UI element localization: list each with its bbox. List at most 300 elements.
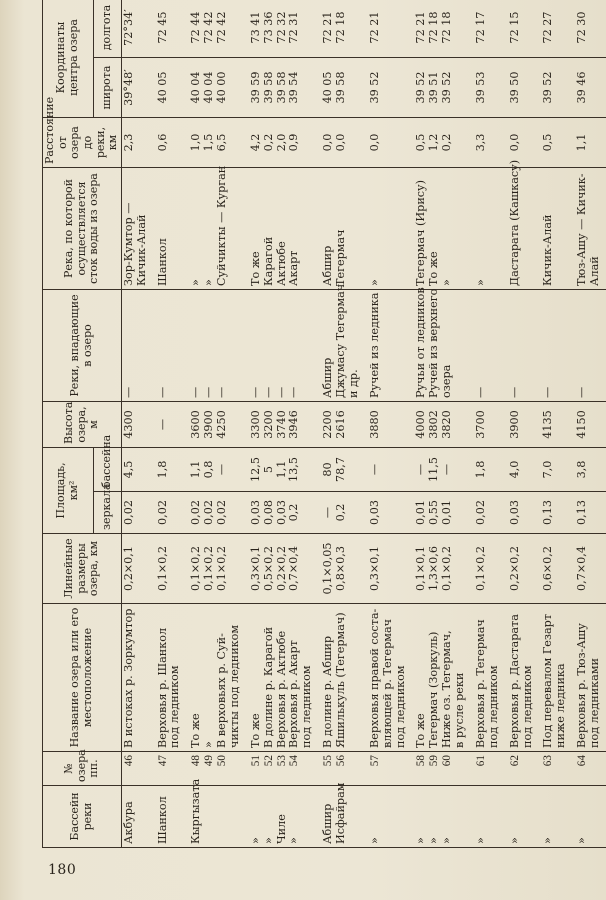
- table-row: [508, 0, 542, 848]
- cell-line: 0,2: [261, 133, 275, 152]
- cell-lake-no: [508, 752, 542, 786]
- cell-line: —: [155, 418, 169, 431]
- table-row: [541, 0, 575, 848]
- cell-latitude: [368, 58, 415, 118]
- cell-inflow: [474, 290, 508, 402]
- rotated-table-container: [42, 0, 602, 848]
- cell-line: 0,0: [321, 133, 335, 152]
- cell-line: —: [287, 386, 301, 398]
- header-latitude: широта: [93, 58, 121, 118]
- cell-line: ниже ледника: [554, 663, 568, 748]
- cell-line: 39 53: [473, 71, 487, 104]
- cell-line: 4,5: [121, 460, 135, 479]
- cell-distance: [541, 118, 575, 168]
- cell-line: 72 21: [321, 11, 335, 44]
- cell-line: »: [414, 837, 428, 844]
- cell-height: [321, 402, 368, 448]
- cell-line: 0,2: [334, 503, 348, 522]
- table-row: [321, 0, 368, 848]
- cell-latitude: [121, 58, 155, 118]
- cell-line: 1,1: [274, 460, 288, 479]
- cell-line: 39 51: [427, 71, 441, 104]
- cell-line: »: [575, 837, 589, 844]
- cell-outflow: [249, 168, 321, 290]
- cell-line: 1,1: [189, 460, 203, 479]
- cell-line: 0,1×0,2: [155, 546, 169, 591]
- table-row: [575, 0, 606, 848]
- cell-line: 52: [262, 755, 275, 767]
- cell-line: озера: [440, 364, 454, 398]
- cell-line: Акарт: [287, 250, 301, 286]
- cell-line: 72 15: [507, 11, 521, 44]
- cell-area-mirror: [156, 492, 190, 534]
- cell-line: 56: [335, 755, 348, 767]
- cell-line: Верховья р. Шанкол: [155, 627, 169, 748]
- cell-latitude: [249, 58, 321, 118]
- cell-line: 39 52: [440, 71, 454, 104]
- cell-line: 0,55: [427, 500, 441, 525]
- cell-line: Зор-Кумтор —: [121, 202, 135, 286]
- cell-inflow: [575, 290, 606, 402]
- cell-longitude: [541, 0, 575, 58]
- cell-line: Дастарата (Кашкасу): [507, 159, 521, 286]
- cell-height: [368, 402, 415, 448]
- cell-line: —: [261, 386, 275, 398]
- cell-line: 39 52: [541, 71, 555, 104]
- cell-line: 62: [508, 755, 521, 767]
- cell-line: 72 42: [202, 11, 216, 44]
- cell-lake-no: [121, 752, 155, 786]
- cell-line: 0,7×0,4: [575, 546, 589, 591]
- cell-line: 0,02: [189, 500, 203, 525]
- cell-line: 12,5: [248, 457, 262, 482]
- cell-inflow: [508, 290, 542, 402]
- cell-outflow: [541, 168, 575, 290]
- cell-area-mirror: [368, 492, 415, 534]
- cell-line: 0,6: [155, 133, 169, 152]
- cell-distance: [249, 118, 321, 168]
- cell-line: 72 27: [541, 11, 555, 44]
- cell-line: Акбура: [121, 801, 135, 844]
- cell-line: —: [248, 386, 262, 398]
- cell-line: 1,1: [575, 133, 589, 152]
- cell-line: 3,8: [575, 460, 589, 479]
- cell-line: 3700: [473, 410, 487, 439]
- cell-line: 4300: [121, 410, 135, 439]
- lakes-table: [42, 0, 606, 848]
- cell-line: 72 32: [274, 11, 288, 44]
- cell-line: Джумасу Тегермач: [334, 283, 348, 398]
- header-area-mirror: зеркала: [93, 492, 121, 534]
- cell-line: 3820: [440, 410, 454, 439]
- cell-line: под ледником: [168, 665, 182, 748]
- cell-line: 40 05: [155, 71, 169, 104]
- cell-line: Актюбе: [274, 241, 288, 286]
- cell-line: 0,02: [473, 500, 487, 525]
- cell-line: 0,1×0,2: [473, 546, 487, 591]
- cell-line: 11,5: [427, 457, 441, 482]
- cell-line: 73 36: [261, 11, 275, 44]
- cell-line: Карагой: [261, 236, 275, 286]
- cell-line: »: [541, 837, 555, 844]
- cell-inflow: [321, 283, 368, 402]
- cell-line: То же: [248, 251, 262, 286]
- cell-line: 0,6×0,2: [541, 546, 555, 591]
- cell-name: [541, 604, 575, 752]
- cell-area-mirror: [508, 492, 542, 534]
- cell-line: »: [202, 741, 216, 748]
- cell-line: Тюз-Ашу — Кичик-: [575, 173, 589, 286]
- table-row: [121, 0, 155, 848]
- cell-line: »: [427, 837, 441, 844]
- header-distance: Расстояние от озера до реки, км: [43, 118, 122, 168]
- cell-line: То же: [248, 713, 262, 748]
- cell-line: —: [507, 386, 521, 398]
- cell-latitude: [575, 58, 606, 118]
- cell-line: 0,02: [202, 500, 216, 525]
- cell-distance: [414, 118, 474, 168]
- cell-line: 3900: [202, 410, 216, 439]
- cell-area-basin: [508, 448, 542, 492]
- cell-line: Кичик-Алай: [541, 214, 555, 286]
- cell-area-basin: [121, 448, 155, 492]
- cell-line: и др.: [346, 369, 360, 398]
- cell-line: —: [575, 386, 589, 398]
- cell-line: Верховья р. Дастарата: [507, 614, 521, 748]
- cell-lake-no: [368, 752, 415, 786]
- cell-line: В долине р. Карагой: [261, 626, 275, 748]
- cell-line: 0,5×0,2: [261, 546, 275, 591]
- cell-height: [575, 402, 606, 448]
- table-row: [474, 0, 508, 848]
- cell-line: 0,01: [440, 500, 454, 525]
- cell-line: 7,0: [541, 460, 555, 479]
- cell-linear-size: [575, 534, 606, 604]
- cell-line: 39 54: [287, 71, 301, 104]
- cell-distance: [121, 118, 155, 168]
- cell-line: Яшилькуль (Тегермач): [334, 612, 348, 748]
- cell-basin: [121, 786, 155, 848]
- cell-linear-size: [121, 534, 155, 604]
- cell-lake-no: [414, 752, 474, 786]
- cell-line: —: [274, 386, 288, 398]
- cell-line: 1,2: [427, 133, 441, 152]
- cell-line: 3,3: [473, 133, 487, 152]
- cell-line: 1,3×0,6: [427, 546, 441, 591]
- cell-line: 46: [122, 755, 135, 767]
- cell-outflow: [414, 168, 474, 290]
- cell-line: 64: [576, 755, 589, 767]
- cell-inflow: [414, 287, 474, 402]
- cell-height: [249, 402, 321, 448]
- cell-line: 73 41: [248, 11, 262, 44]
- cell-line: вляющей р. Тегермач: [380, 618, 394, 748]
- cell-line: 4,0: [507, 460, 521, 479]
- cell-linear-size: [189, 534, 249, 604]
- cell-line: 0,5: [414, 133, 428, 152]
- cell-line: »: [473, 837, 487, 844]
- cell-line: »: [261, 837, 275, 844]
- cell-line: В истоках р. Зоркумтор: [121, 608, 135, 748]
- cell-line: 72 31: [287, 11, 301, 44]
- cell-longitude: [321, 0, 368, 58]
- cell-longitude: [121, 0, 155, 58]
- cell-line: под ледниками: [588, 658, 602, 748]
- cell-line: 0,08: [261, 500, 275, 525]
- cell-latitude: [474, 58, 508, 118]
- cell-distance: [321, 118, 368, 168]
- cell-line: 72 45: [155, 11, 169, 44]
- cell-line: Тегермач: [334, 229, 348, 286]
- cell-line: 0,03: [274, 500, 288, 525]
- cell-line: »: [287, 837, 301, 844]
- cell-line: под ледником: [393, 665, 407, 748]
- cell-line: Тегермач (Зоркуль): [427, 631, 441, 748]
- cell-line: 0,02: [121, 500, 135, 525]
- cell-line: 0,5: [541, 133, 555, 152]
- cell-area-mirror: [189, 492, 249, 534]
- cell-lake-no: [321, 752, 368, 786]
- cell-basin: [249, 786, 321, 848]
- cell-name: [189, 604, 249, 752]
- cell-line: 0,1×0,2: [189, 546, 203, 591]
- header-area-basin: бассейна: [93, 448, 121, 492]
- cell-line: Верховья р. Акарт: [287, 640, 301, 748]
- cell-line: »: [248, 837, 262, 844]
- cell-line: —: [189, 386, 203, 398]
- cell-area-mirror: [249, 492, 321, 534]
- page-number: 180: [48, 862, 77, 878]
- cell-area-mirror: [474, 492, 508, 534]
- cell-line: 4135: [541, 410, 555, 439]
- cell-height: [508, 402, 542, 448]
- cell-distance: [156, 118, 190, 168]
- cell-line: 1,8: [155, 460, 169, 479]
- cell-line: 60: [441, 755, 454, 767]
- cell-line: 3880: [367, 410, 381, 439]
- header-inflow: Реки, впадающие в озеро: [43, 290, 122, 402]
- cell-outflow: [507, 159, 542, 290]
- cell-outflow: [368, 168, 415, 290]
- cell-line: 57: [368, 755, 381, 767]
- cell-latitude: [508, 58, 542, 118]
- cell-line: —: [440, 463, 454, 476]
- cell-longitude: [508, 0, 542, 58]
- cell-longitude: [414, 0, 474, 58]
- cell-line: 6,5: [215, 133, 229, 152]
- cell-basin: [321, 782, 368, 848]
- cell-line: 39 52: [414, 71, 428, 104]
- header-name: Название озера или его местоположение: [43, 604, 122, 752]
- cell-line: 0,8: [202, 460, 216, 479]
- cell-line: 0,3×0,1: [367, 546, 381, 591]
- cell-name: [121, 604, 155, 752]
- header-basin: Бассейн реки: [43, 786, 122, 848]
- cell-latitude: [414, 58, 474, 118]
- cell-name: [508, 604, 542, 752]
- cell-lake-no: [474, 752, 508, 786]
- cell-latitude: [189, 58, 249, 118]
- cell-name: [321, 604, 368, 752]
- cell-line: 0,13: [575, 500, 589, 525]
- cell-inflow: [249, 290, 321, 402]
- cell-line: 2,0: [274, 133, 288, 152]
- cell-line: 58: [415, 755, 428, 767]
- header-coordinates: Координаты центра озера: [43, 0, 94, 118]
- table-row: [156, 0, 190, 848]
- header-lake-no: № озера пп.: [43, 752, 122, 786]
- cell-distance: [474, 118, 508, 168]
- cell-line: Верховья р. Тюз-Ашу: [575, 623, 589, 748]
- cell-line: Суйчикты — Курган: [215, 165, 229, 286]
- cell-line: 49: [203, 755, 216, 767]
- cell-line: Абшир: [321, 803, 335, 844]
- cell-outflow: [321, 168, 368, 290]
- cell-line: 0,02: [215, 500, 229, 525]
- cell-name: [575, 604, 606, 752]
- table-row: [414, 0, 474, 848]
- cell-lake-no: [249, 752, 321, 786]
- cell-line: »: [473, 279, 487, 286]
- cell-latitude: [156, 58, 190, 118]
- cell-line: То же: [414, 713, 428, 748]
- cell-line: 0,1×0,2: [440, 546, 454, 591]
- cell-line: под ледником: [486, 665, 500, 748]
- cell-line: 40 05: [321, 71, 335, 104]
- cell-line: —: [121, 386, 135, 398]
- table-row: [189, 0, 249, 848]
- cell-line: 0,9: [287, 133, 301, 152]
- cell-basin: [575, 786, 606, 848]
- cell-outflow: [189, 165, 249, 290]
- cell-line: Исфайрам: [334, 782, 348, 844]
- cell-line: —: [215, 386, 229, 398]
- cell-height: [156, 402, 190, 448]
- cell-linear-size: [474, 534, 508, 604]
- cell-line: 4250: [215, 410, 229, 439]
- cell-basin: [156, 786, 190, 848]
- cell-distance: [575, 118, 606, 168]
- cell-line: То же: [189, 713, 203, 748]
- cell-inflow: [121, 290, 155, 402]
- cell-longitude: [575, 0, 606, 58]
- cell-line: 72 42: [215, 11, 229, 44]
- cell-linear-size: [541, 534, 575, 604]
- cell-line: 80: [321, 462, 335, 477]
- cell-line: —: [155, 386, 169, 398]
- cell-longitude: [249, 0, 321, 58]
- cell-line: 5: [261, 465, 275, 474]
- cell-line: 72 17: [473, 11, 487, 44]
- cell-outflow: [575, 168, 606, 290]
- cell-line: 50: [216, 755, 229, 767]
- cell-line: В долине р. Абшир: [321, 635, 335, 748]
- cell-line: 40 04: [202, 71, 216, 104]
- cell-line: 48: [190, 755, 203, 767]
- cell-height: [189, 402, 249, 448]
- cell-line: Ручей из верхнего: [427, 288, 441, 398]
- cell-line: 72 30: [575, 11, 589, 44]
- cell-line: 0,8×0,3: [334, 546, 348, 591]
- cell-area-basin: [368, 448, 415, 492]
- cell-line: Шанкол: [155, 796, 169, 844]
- cell-basin: [541, 786, 575, 848]
- cell-line: 2616: [334, 410, 348, 439]
- cell-outflow: [121, 168, 155, 290]
- cell-height: [541, 402, 575, 448]
- cell-line: Ручьи от ледников: [414, 287, 428, 398]
- cell-line: »: [507, 837, 521, 844]
- cell-line: Верховья правой соста-: [367, 608, 381, 748]
- cell-line: Ручей из ледника: [367, 292, 381, 398]
- cell-line: 13,5: [287, 457, 301, 482]
- cell-line: 0,2×0,2: [274, 546, 288, 591]
- cell-line: »: [202, 279, 216, 286]
- cell-line: 39°48′: [121, 69, 135, 106]
- cell-line: Кыргызата: [189, 778, 203, 844]
- cell-line: 54: [288, 755, 301, 767]
- cell-line: 40 00: [215, 71, 229, 104]
- cell-line: 72 44: [189, 11, 203, 44]
- header-outflow: Река, по которой осуществляется сток воды из озера: [43, 168, 122, 290]
- cell-line: —: [541, 386, 555, 398]
- cell-line: 39 52: [367, 71, 381, 104]
- cell-line: 72 18: [440, 11, 454, 44]
- cell-line: »: [367, 279, 381, 286]
- cell-lake-no: [156, 752, 190, 786]
- cell-linear-size: [156, 534, 190, 604]
- cell-area-mirror: [121, 492, 155, 534]
- cell-line: 3946: [287, 410, 301, 439]
- cell-line: 72 18: [427, 11, 441, 44]
- cell-area-basin: [414, 448, 474, 492]
- cell-line: 39 50: [507, 71, 521, 104]
- cell-line: Алай: [588, 256, 602, 286]
- cell-longitude: [156, 0, 190, 58]
- cell-line: 0,01: [414, 500, 428, 525]
- cell-line: 72°34′: [121, 9, 135, 46]
- header-height: Высота озера, м: [43, 402, 122, 448]
- cell-name: [474, 604, 508, 752]
- table-body: [121, 0, 606, 848]
- cell-line: 39 58: [261, 71, 275, 104]
- cell-line: 4000: [414, 410, 428, 439]
- cell-line: 0,0: [507, 133, 521, 152]
- cell-line: Абшир: [321, 357, 335, 398]
- cell-line: 3802: [427, 410, 441, 439]
- cell-linear-size: [249, 534, 321, 604]
- cell-line: 3900: [507, 410, 521, 439]
- cell-line: Шанкол: [155, 238, 169, 286]
- cell-line: 40 04: [189, 71, 203, 104]
- cell-line: Абшир: [321, 245, 335, 286]
- cell-height: [414, 402, 474, 448]
- cell-lake-no: [541, 752, 575, 786]
- cell-line: »: [440, 279, 454, 286]
- header-linear-size: Линейные размеры озера, км: [43, 534, 122, 604]
- cell-line: »: [189, 279, 203, 286]
- cell-line: 3300: [248, 410, 262, 439]
- cell-line: 0,2: [440, 133, 454, 152]
- cell-area-basin: [249, 448, 321, 492]
- cell-linear-size: [321, 534, 368, 604]
- cell-inflow: [156, 290, 190, 402]
- cell-line: 0,0: [334, 133, 348, 152]
- cell-line: 1,5: [202, 133, 216, 152]
- cell-inflow: [368, 290, 415, 402]
- cell-line: 39 59: [248, 71, 262, 104]
- cell-line: Верховья р. Актюбе: [274, 630, 288, 748]
